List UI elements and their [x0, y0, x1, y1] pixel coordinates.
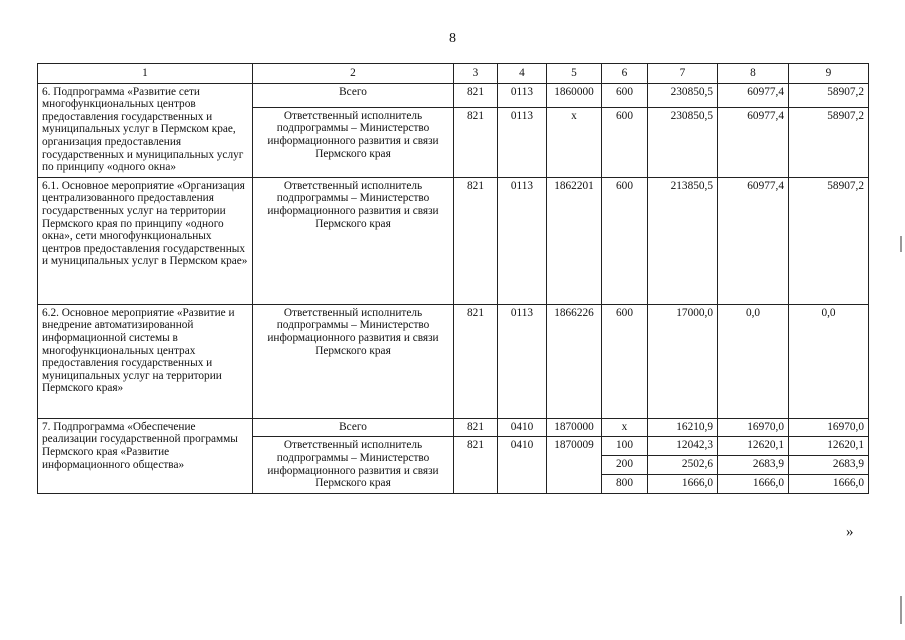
code-cell: 821 [454, 437, 498, 493]
amount-cell: 230850,5 [648, 107, 718, 177]
amount-cell: 2683,9 [718, 456, 789, 475]
code-cell: 821 [454, 177, 498, 304]
code-cell: 1866226 [547, 304, 602, 418]
amount-cell: 1666,0 [789, 474, 869, 493]
code-cell: 600 [602, 304, 648, 418]
code-cell: 821 [454, 107, 498, 177]
amount-cell: 16210,9 [648, 418, 718, 437]
code-cell: 0113 [498, 304, 547, 418]
amount-cell: 0,0 [718, 304, 789, 418]
table-row [38, 83, 869, 107]
col-header-5: 5 [547, 64, 602, 84]
code-cell: 1870009 [547, 437, 602, 493]
amount-cell: 230850,5 [648, 83, 718, 107]
col-header-2: 2 [253, 64, 454, 84]
amount-cell: 16970,0 [789, 418, 869, 437]
code-cell: 821 [454, 83, 498, 107]
responsible-cell: Ответственный исполнитель подпрограммы – Министерство информационного развития и связи Пермского края [253, 177, 454, 304]
col-header-1: 1 [38, 64, 253, 84]
amount-cell: 12620,1 [718, 437, 789, 456]
code-cell: 0113 [498, 177, 547, 304]
code-cell: 1860000 [547, 83, 602, 107]
amount-cell: 58907,2 [789, 83, 869, 107]
amount-cell: 58907,2 [789, 107, 869, 177]
row-name: 6.2. Основное мероприятие «Развитие и внедрение автоматизированной информационной системы в многофункциональных центрах предоставления государственных и муниципальных услуг на территории Пермского края» [38, 304, 253, 418]
header-row [38, 64, 869, 84]
code-cell: 0113 [498, 83, 547, 107]
amount-cell: 60977,4 [718, 177, 789, 304]
table-row [38, 418, 869, 437]
amount-cell: 58907,2 [789, 177, 869, 304]
scan-edge-mark [900, 596, 902, 624]
responsible-cell: Всего [253, 418, 454, 437]
col-header-3: 3 [454, 64, 498, 84]
closing-quote: » [846, 524, 854, 540]
col-header-7: 7 [648, 64, 718, 84]
code-cell: 600 [602, 177, 648, 304]
col-header-9: 9 [789, 64, 869, 84]
amount-cell: 1666,0 [648, 474, 718, 493]
code-cell: 600 [602, 107, 648, 177]
amount-cell: 2502,6 [648, 456, 718, 475]
amount-cell: 12620,1 [789, 437, 869, 456]
amount-cell: 60977,4 [718, 107, 789, 177]
code-cell: x [602, 418, 648, 437]
code-cell: 1870000 [547, 418, 602, 437]
code-cell: 0113 [498, 107, 547, 177]
code-cell: 800 [602, 474, 648, 493]
code-cell: 821 [454, 304, 498, 418]
scan-edge-mark [900, 236, 902, 252]
responsible-cell: Всего [253, 83, 454, 107]
amount-cell: 60977,4 [718, 83, 789, 107]
table-row [38, 304, 869, 418]
col-header-6: 6 [602, 64, 648, 84]
col-header-4: 4 [498, 64, 547, 84]
amount-cell: 16970,0 [718, 418, 789, 437]
responsible-cell: Ответственный исполнитель подпрограммы – Министерство информационного развития и связи Пермского края [253, 437, 454, 493]
code-cell: 821 [454, 418, 498, 437]
table-row [38, 177, 869, 304]
code-cell: 1862201 [547, 177, 602, 304]
responsible-cell: Ответственный исполнитель подпрограммы – Министерство информационного развития и связи Пермского края [253, 304, 454, 418]
code-cell: 0410 [498, 418, 547, 437]
amount-cell: 1666,0 [718, 474, 789, 493]
budget-table [37, 63, 869, 494]
col-header-8: 8 [718, 64, 789, 84]
amount-cell: 17000,0 [648, 304, 718, 418]
row-name: 7. Подпрограмма «Обеспечение реализации государственной программы Пермского края «Развитие информационного общества» [38, 418, 253, 493]
code-cell: 200 [602, 456, 648, 475]
page-number: 8 [449, 31, 456, 46]
code-cell: 100 [602, 437, 648, 456]
amount-cell: 12042,3 [648, 437, 718, 456]
amount-cell: 213850,5 [648, 177, 718, 304]
row-name: 6. Подпрограмма «Развитие сети многофункциональных центров предоставления государственных и муниципальных услуг в Пермском крае, организация предоставления государственных и муниципальных услуг по принципу «одного окна» [38, 83, 253, 177]
code-cell: 0410 [498, 437, 547, 493]
responsible-cell: Ответственный исполнитель подпрограммы – Министерство информационного развития и связи Пермского края [253, 107, 454, 177]
amount-cell: 0,0 [789, 304, 869, 418]
code-cell: x [547, 107, 602, 177]
code-cell: 600 [602, 83, 648, 107]
amount-cell: 2683,9 [789, 456, 869, 475]
row-name: 6.1. Основное мероприятие «Организация централизованного предоставления государственных услуг на территории Пермского края по принципу «одного окна», сети многофункциональных центров предоставления государственных и муниципальных услуг в Пермском крае» [38, 177, 253, 304]
